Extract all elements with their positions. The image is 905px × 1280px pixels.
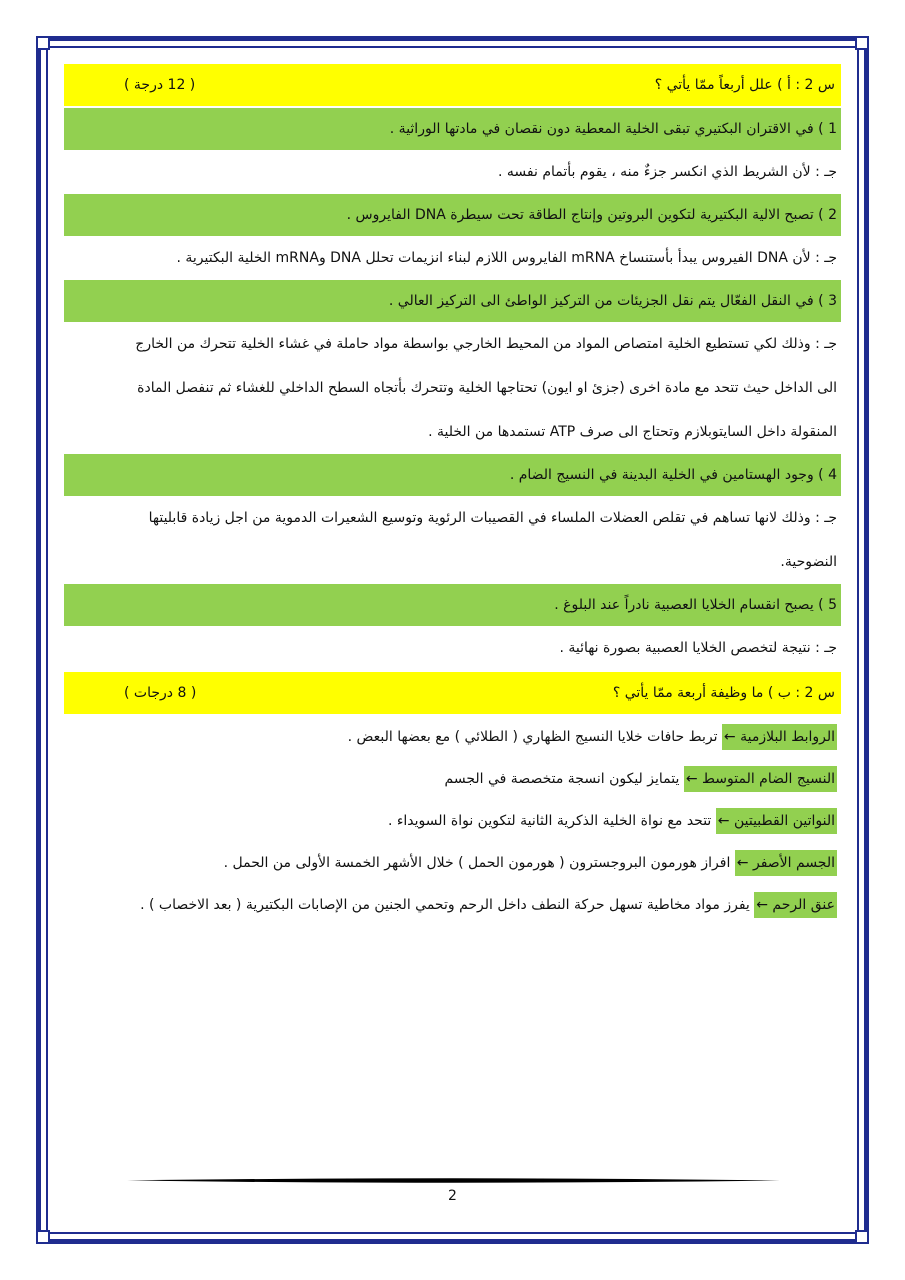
question-2b-title: س 2 : ب ) ما وظيفة أربعة ممّا يأتي ؟ xyxy=(612,685,835,701)
answer-item-4-line-1: جـ : وذلك لانها تساهم في تقلص العضلات الملساء في القصيبات الرئوية وتوسيع الشعيرات الدموية من اجل زيادة قابليتها xyxy=(148,510,837,526)
footer-divider xyxy=(124,1177,780,1184)
answer-item-5: جـ : نتيجة لتخصص الخلايا العصبية بصورة نهائية . xyxy=(559,640,837,656)
function-description: تتحد مع نواة الخلية الذكرية الثانية لتكوين نواة السويداء . xyxy=(387,813,712,829)
question-item-2: 2 ) تصبح الالية البكتيرية لتكوين البروتين وإنتاج الطاقة تحت سيطرة DNA الفايروس . xyxy=(64,194,841,236)
function-description: افراز هورمون البروجسترون ( هورمون الحمل ) خلال الأشهر الخمسة الأولى من الحمل . xyxy=(223,855,731,871)
function-term: عنق الرحم ← xyxy=(754,892,837,918)
question-2a-header xyxy=(64,64,841,106)
worksheet-content xyxy=(64,64,841,926)
function-description: تربط حافات خلايا النسيج الظهاري ( الطلائي ) مع بعضها البعض . xyxy=(347,729,718,745)
question-item-4: 4 ) وجود الهستامين في الخلية البدينة في النسيج الضام . xyxy=(64,454,841,496)
question-2a-title: س 2 : أ ) علل أربعاً ممّا يأتي ؟ xyxy=(654,77,835,93)
answer-item-2: جـ : لأن DNA الفيروس يبدأ بأستنساخ mRNA الفايروس اللازم لبناء انزيمات تحلل DNA وmRNA الخلية البكتيرية . xyxy=(176,250,837,266)
function-term: الجسم الأصفر ← xyxy=(735,850,837,876)
function-item xyxy=(64,716,841,758)
function-term: النسيج الضام المتوسط ← xyxy=(684,766,837,792)
border-corner xyxy=(36,36,50,50)
function-item xyxy=(64,758,841,800)
function-description: يفرز مواد مخاطية تسهل حركة النطف داخل الرحم وتحمي الجنين من الإصابات البكتيرية ( بعد الاخصاب ) . xyxy=(140,897,750,913)
question-2a-score: ( 12 درجة ) xyxy=(124,77,196,93)
question-item-1: 1 ) في الاقتران البكتيري تبقى الخلية المعطية دون نقصان في مادتها الوراثية . xyxy=(64,108,841,150)
answer-item-3-line-1: جـ : وذلك لكي تستطيع الخلية امتصاص المواد من المحيط الخارجي بواسطة مواد حاملة في غشاء الخلية تتحرك من الخارج xyxy=(135,336,837,352)
border-corner xyxy=(36,1230,50,1244)
answer-item-1: جـ : لأن الشريط الذي انكسر جزءٌ منه ، يقوم بأتمام نفسه . xyxy=(498,164,837,180)
question-item-5: 5 ) يصبح انقسام الخلايا العصبية نادراً عند البلوغ . xyxy=(64,584,841,626)
function-item xyxy=(64,842,841,884)
answer-item-4-line-2: النضوحية. xyxy=(780,554,837,570)
function-term: الروابط البلازمية ← xyxy=(722,724,837,750)
function-description: يتمايز ليكون انسجة متخصصة في الجسم xyxy=(444,771,680,787)
border-corner xyxy=(855,36,869,50)
question-2b-score: ( 8 درجات ) xyxy=(124,685,197,701)
function-term: النواتين القطبيتين ← xyxy=(716,808,837,834)
function-item xyxy=(64,800,841,842)
question-item-3: 3 ) في النقل الفعّال يتم نقل الجزيئات من التركيز الواطئ الى التركيز العالي . xyxy=(64,280,841,322)
function-item xyxy=(64,884,841,926)
answer-item-3-line-2: الى الداخل حيث تتحد مع مادة اخرى (جزئ او ايون) تحتاجها الخلية وتتحرك بأتجاه السطح الداخلي للغشاء ثم تنفصل المادة xyxy=(137,380,837,396)
border-corner xyxy=(855,1230,869,1244)
answer-item-3-line-3: المنقولة داخل السايتوبلازم وتحتاج الى صرف ATP تستمدها من الخلية . xyxy=(428,424,837,440)
page-number: 2 xyxy=(448,1188,457,1204)
question-2b-header xyxy=(64,672,841,714)
